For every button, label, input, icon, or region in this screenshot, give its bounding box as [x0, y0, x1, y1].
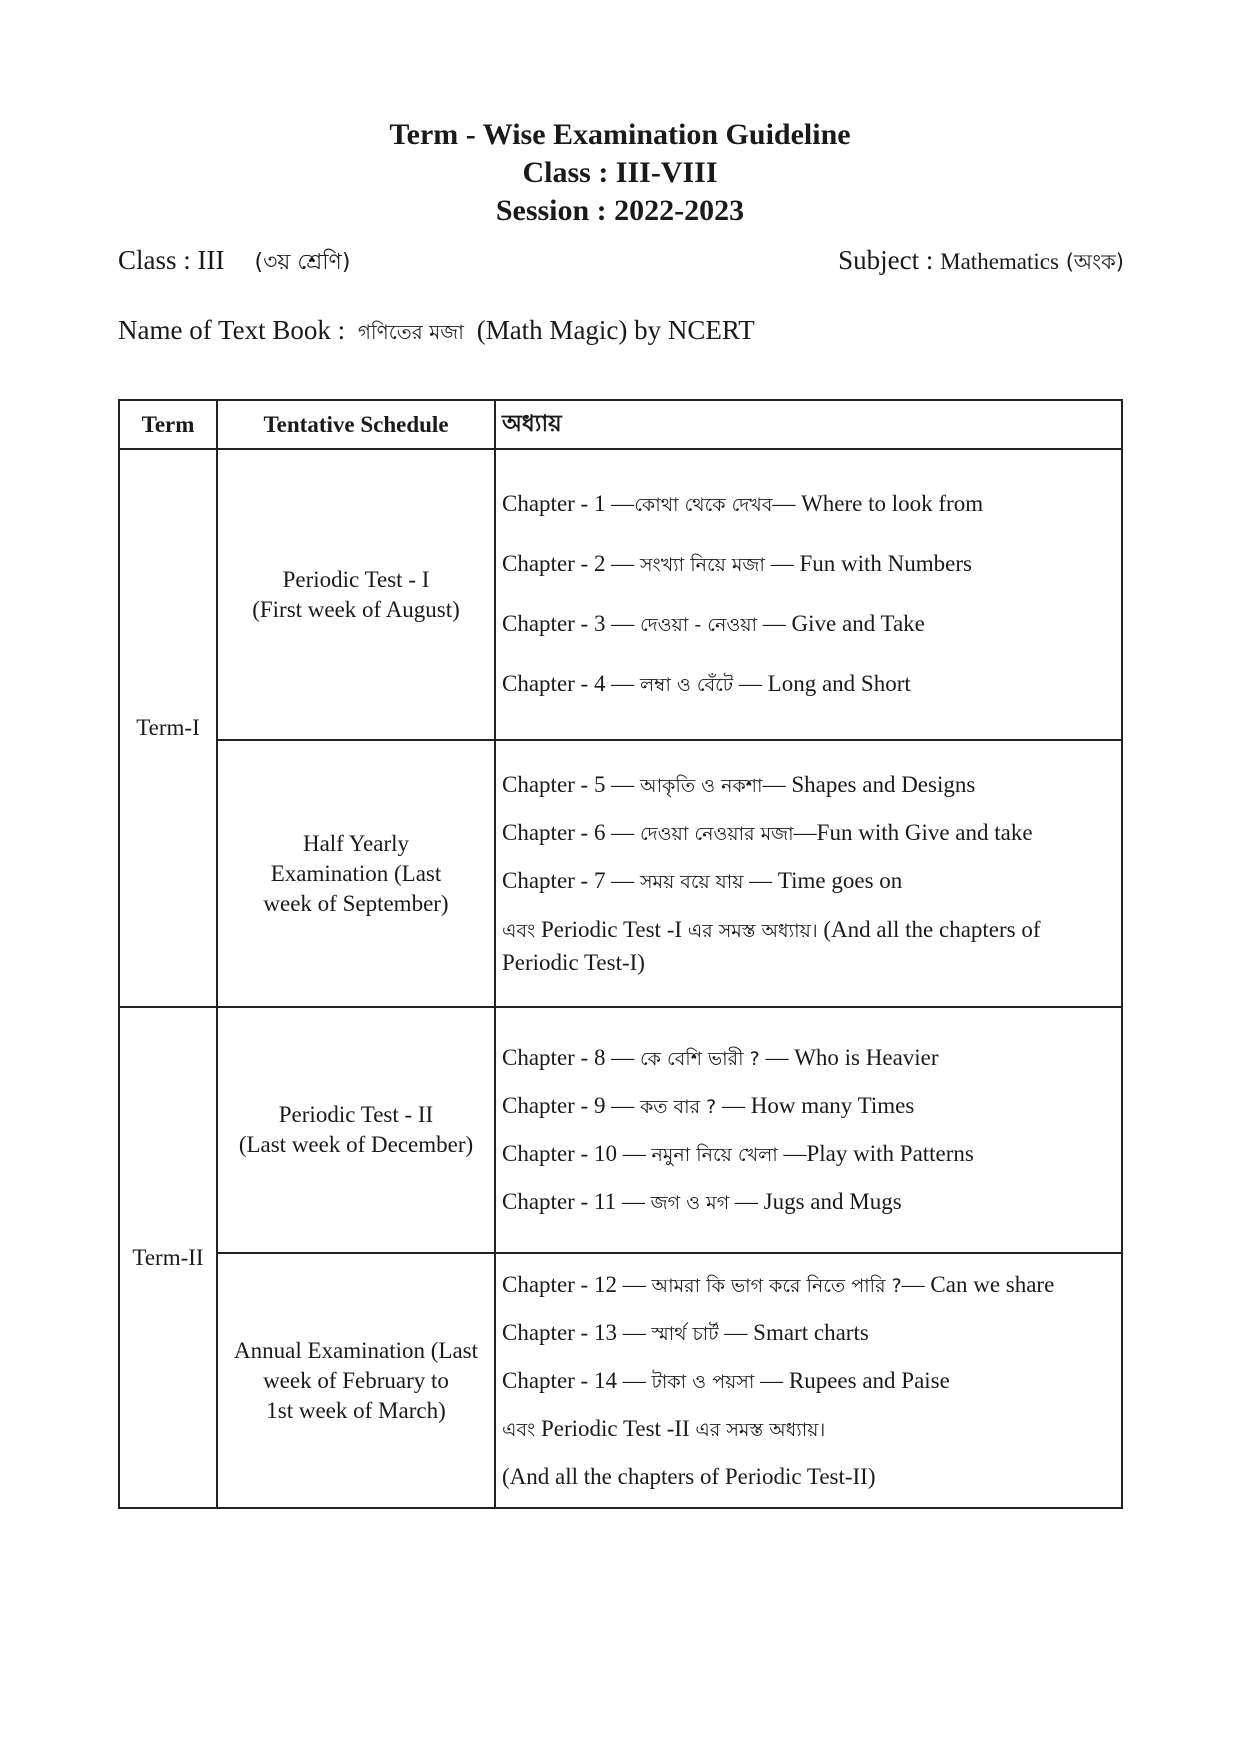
chapters-cell [495, 1253, 1122, 1508]
subject-label: Subject : [838, 245, 934, 275]
session: Session : 2022-2023 [495, 194, 745, 227]
schedule-line: (Last week of December) [238, 1132, 474, 1157]
chapters-cell [495, 740, 1122, 1007]
schedule-line: 1st week of March) [266, 1397, 446, 1423]
class-range: Class : III-VIII [522, 156, 718, 189]
chapter-item: Chapter - 1 —কোথা থেকে দেখব— Where to look from [502, 491, 984, 516]
header-term: Term [119, 400, 217, 449]
schedule-line: Periodic Test - II [278, 1102, 434, 1127]
textbook-bengali: গণিতের মজা [357, 320, 464, 344]
subject-value: Mathematics [940, 249, 1059, 274]
chapter-item: Chapter - 4 — লম্বা ও বেঁটে — Long and Short [502, 671, 911, 696]
chapter-item: Chapter - 12 — আমরা কি ভাগ করে নিতে পারি ?— Can we share [502, 1271, 1055, 1297]
table-row [119, 740, 1122, 1007]
textbook-label: Name of Text Book : [118, 315, 346, 345]
class-subject-row [118, 245, 1124, 281]
chapter-item: Chapter - 9 — কত বার ? — How many Times [502, 1092, 915, 1118]
class-label: Class : III [118, 245, 225, 275]
chapter-item: Chapter - 13 — স্মার্থ চার্ট — Smart charts [502, 1319, 869, 1345]
chapter-item: Chapter - 14 — টাকা ও পয়সা — Rupees and Paise [502, 1367, 950, 1393]
term-1-cell: Term-I [119, 449, 217, 1007]
chapters-cell [495, 449, 1122, 740]
subject-info [838, 245, 1124, 281]
schedule-line: Examination (Last [270, 860, 442, 886]
chapter-note: এবং Periodic Test -I এর সমস্ত অধ্যায়। (And all the chapters of Periodic Test-I) [502, 916, 1041, 975]
chapter-item: Chapter - 10 — নমুনা নিয়ে খেলা —Play with Patterns [502, 1140, 974, 1166]
schedule-line: Half Yearly [302, 830, 410, 856]
textbook-english: (Math Magic) by NCERT [476, 315, 755, 345]
table-header-row [119, 400, 1122, 449]
chapter-item: Chapter - 11 — জগ ও মগ — Jugs and Mugs [502, 1188, 902, 1214]
document-header [0, 116, 1240, 230]
schedule-cell [217, 740, 495, 1007]
schedule-line: Periodic Test - I [282, 566, 430, 592]
term-2-cell: Term-II [119, 1007, 217, 1508]
header-schedule: Tentative Schedule [217, 400, 495, 449]
schedule-line: (First week of August) [252, 596, 460, 622]
schedule-line: Annual Examination (Last [234, 1337, 478, 1363]
chapter-item: Chapter - 6 — দেওয়া নেওয়ার মজা—Fun with Give and take [502, 819, 1033, 845]
chapter-item: Chapter - 5 — আকৃতি ও নকশা— Shapes and Designs [502, 771, 976, 797]
table-row [119, 1253, 1122, 1508]
document-title: Term - Wise Examination Guideline [389, 118, 851, 151]
table-row [119, 449, 1122, 740]
chapter-note: এবং Periodic Test -II এর সমস্ত অধ্যায়। [502, 1415, 826, 1441]
table-row [119, 1007, 1122, 1253]
schedule-cell [217, 1007, 495, 1253]
schedule-cell [217, 1253, 495, 1508]
chapter-item: Chapter - 2 — সংখ্যা নিয়ে মজা — Fun with Numbers [502, 551, 972, 576]
class-info [118, 245, 350, 282]
subject-bengali: (অংক) [1065, 250, 1124, 274]
schedule-cell [217, 449, 495, 740]
schedule-line: week of February to [263, 1367, 449, 1393]
chapter-item: Chapter - 3 — দেওয়া - নেওয়া — Give and Take [502, 611, 925, 636]
textbook-row [118, 315, 755, 351]
chapter-item: Chapter - 7 — সময় বয়ে যায় — Time goes on [502, 867, 903, 893]
schedule-line: week of September) [263, 890, 449, 916]
class-bengali: (৩য় শ্রেণি) [254, 250, 351, 275]
header-chapters: অধ্যায় [495, 400, 1122, 449]
chapter-note: (And all the chapters of Periodic Test-II) [502, 1463, 876, 1489]
chapters-cell [495, 1007, 1122, 1253]
schedule-table [118, 399, 1123, 1509]
chapter-item: Chapter - 8 — কে বেশি ভারী ? — Who is Heavier [502, 1044, 939, 1070]
